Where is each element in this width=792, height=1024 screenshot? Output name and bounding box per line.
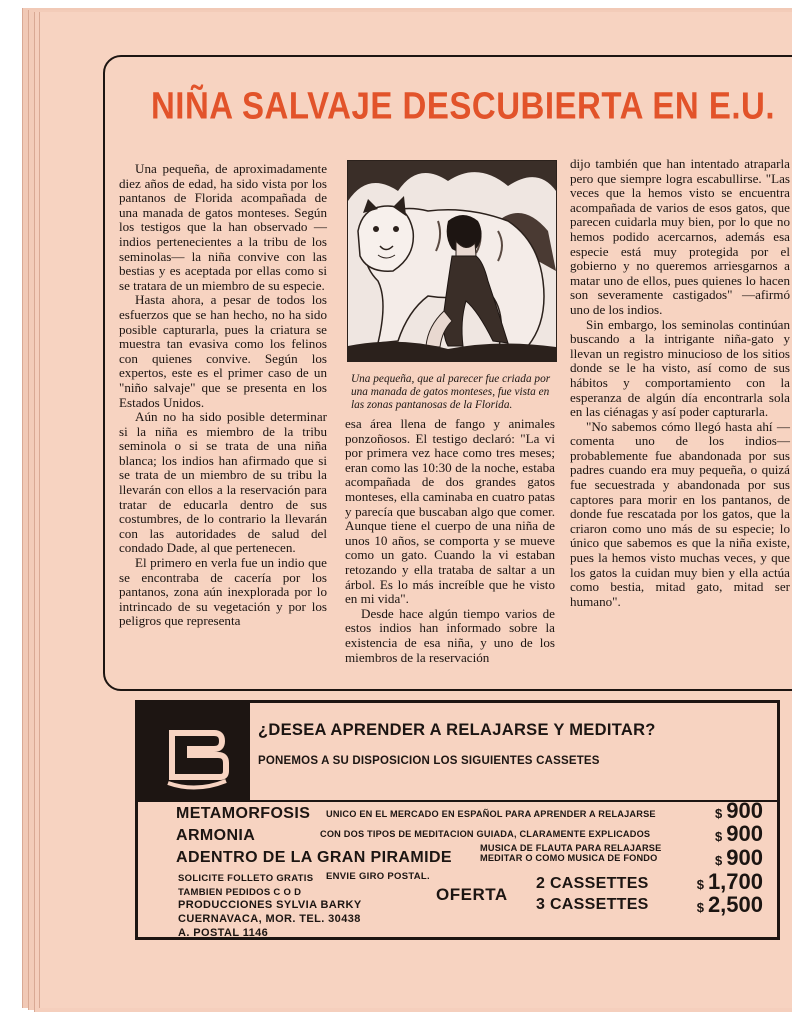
paragraph: Hasta ahora, a pesar de todos los esfuerzos que se han hecho, no ha sido posible capturarla, pues la criatura se muestra tan evasiva como los felinos con quienes convive. Según los expertos, este es el primer caso de un "niño salvaje" que se presenta en los Estados Unidos. (119, 292, 327, 410)
paragraph: Desde hace algún tiempo varios de estos indios han informado sobre la existencia de esa niña, y uno de los miembros de la reservación (345, 605, 555, 665)
paragraph: Una pequeña, de aproximadamente diez años de edad, ha sido vista por los pantanos de Florida acompañada de una manada de gatos monteses. Según los testigos que la han observado —indios pertenecientes a la tribu de los seminolas— la niña convive con las bestias y es aceptada por ellas como si se tratara de un miembro de su especie. (119, 161, 327, 293)
product-price: $ 900 (715, 821, 763, 846)
giro-note: ENVIE GIRO POSTAL. (326, 871, 430, 882)
producer-logo-icon (138, 703, 250, 800)
paragraph: esa área llena de fango y animales ponzoñosos. El testigo declaró: "La vi por primera vez hace como tres meses; eran como las 10:30 de la noche, estaba acompañada de dos grandes gatos monteses, ella caminaba en cuatro patas y parecía que buscaban algo que comer. Aunque tiene el cuerpo de una niña de unos 10 años, se comporta y se mueve como un gato. Cuando la vi estaban retozando y ella trataba de saltar a un árbol. Es lo más increíble que he visto en mi vida". (345, 416, 555, 607)
company-postal: A. POSTAL 1146 (178, 927, 269, 939)
ad-question: ¿DESEA APRENDER A RELAJARSE Y MEDITAR? (258, 721, 656, 739)
offer-option: 3 CASSETTES (536, 896, 649, 913)
illustration-caption: Una pequeña, que al parecer fue criada por una manada de gatos monteses, fue vista en las zonas pantanosas de la Florida. (351, 373, 551, 411)
article-column-3 (570, 157, 790, 609)
company-address: CUERNAVACA, MOR. TEL. 30438 (178, 913, 361, 925)
product-name: ADENTRO DE LA GRAN PIRAMIDE (176, 849, 452, 866)
cat-girl-illustration (347, 160, 557, 362)
product-price: $ 900 (715, 845, 763, 870)
product-name: ARMONIA (176, 827, 256, 844)
ad-subtitle: PONEMOS A SU DISPOSICION LOS SIGUIENTES CASSETES (258, 755, 600, 767)
company-name: PRODUCCIONES SYLVIA BARKY (178, 899, 362, 911)
product-description-line-2: MEDITAR O COMO MUSICA DE FONDO (480, 853, 658, 863)
offer-label: OFERTA (436, 885, 508, 904)
product-description: UNICO EN EL MERCADO EN ESPAÑOL PARA APRENDER A RELAJARSE (326, 809, 656, 819)
ad-divider (138, 800, 777, 803)
article-column-2 (345, 417, 555, 665)
brochure-note: SOLICITE FOLLETO GRATIS (178, 873, 314, 884)
paragraph: Aún no ha sido posible determinar si la niña es miembro de la tribu seminola o si se trata de una niña blanca; los indios han afirmado que si se trata de un miembro de su tribu la llevarán con ellos a la reservación para tratar de educarla dentro de sus costumbres, de lo contrario la llevarán con las autoridades de salud del condado Dade, al que pertenecen. (119, 409, 327, 556)
article-headline: NIÑA SALVAJE DESCUBIERTA EN E.U. (150, 84, 776, 127)
article-column-1 (119, 162, 327, 629)
product-name: METAMORFOSIS (176, 805, 311, 822)
product-price: $ 900 (715, 798, 763, 823)
offer-price: $ 2,500 (696, 892, 763, 917)
offer-option: 2 CASSETTES (536, 875, 649, 892)
product-description: CON DOS TIPOS DE MEDITACION GUIADA, CLARAMENTE EXPLICADOS (320, 829, 651, 839)
cod-note: TAMBIEN PEDIDOS C O D (178, 887, 302, 898)
product-description: MUSICA DE FLAUTA PARA RELAJARSE (480, 843, 662, 853)
cassette-advertisement (135, 700, 780, 940)
offer-price: $ 1,700 (696, 869, 763, 894)
paragraph: El primero en verla fue un indio que se encontraba de cacería por los pantanos, zona aún inexplorada por lo intrincado de su vegetación y por los peligros que representa (119, 555, 327, 629)
paragraph: "No sabemos cómo llegó hasta ahí —comenta uno de los indios— probablemente fue abandonada por sus padres cuando era muy pequeña, o quizá fue secuestrada y abandonada por sus captores para morir en los pantanos, de donde fue rescatada por los gatos, que la criaron como uno más de su especie; lo único que sabemos es que la niña existe, pues la hemos visto muchas veces, y que los gatos la cuidan muy bien y ella actúa como bestia, mitad gato, mitad ser humano". (570, 418, 790, 609)
article-frame (103, 55, 792, 691)
paragraph: dijo también que han intentado atraparla pero que siempre logra escabullirse. "Las veces que la hemos visto se encuentra acompañada de varios de esos gatos, que parecen cuidarla muy bien, por lo que no hemos podido acercarnos, además esa especie está muy protegida por el gobierno y no queremos arriesgarnos a matar uno de ellos, pues quienes lo hacen son severamente castigados" —afirmó uno de los indios. (570, 156, 790, 317)
paragraph: Sin embargo, los seminolas continúan buscando a la intrigante niña-gato y llevan un registro minucioso de los sitios donde se le ha visto, así como de sus hábitos y comportamiento con la esperanza de algún día encontrarla sola en las ciénagas y así poder capturarla. (570, 316, 790, 420)
illustration-drawing (348, 161, 556, 361)
company-info (178, 898, 362, 940)
